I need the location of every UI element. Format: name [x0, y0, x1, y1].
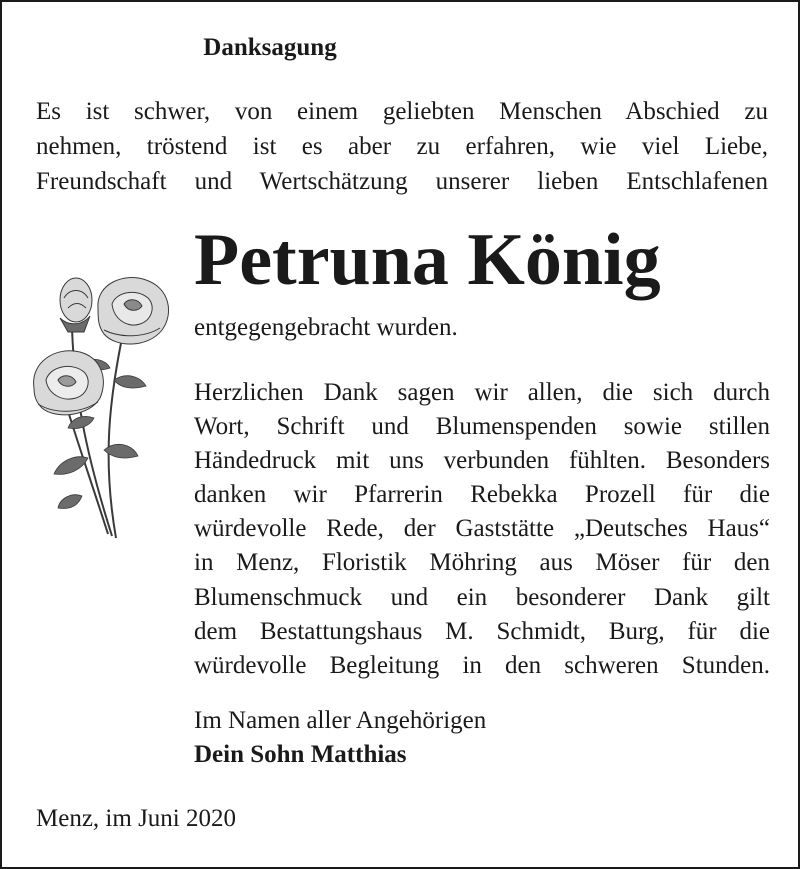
- signer-name: Dein Sohn Matthias: [194, 741, 407, 768]
- notice-heading: Danksagung: [203, 34, 337, 61]
- thanks-line: Wort, Schrift und Blumenspenden sowie stillen: [194, 413, 770, 441]
- thanks-line: Blumenschmuck und ein besonderer Dank gilt: [194, 583, 770, 611]
- name-continuation: entgegengebracht wurden.: [194, 314, 458, 341]
- thanks-line: danken wir Pfarrerin Rebekka Prozell für die: [194, 481, 770, 509]
- intro-line: Freundschaft und Wertschätzung unserer lieben Entschlafenen: [36, 168, 768, 195]
- thanks-line: würdevolle Begleitung in den schweren Stunden.: [194, 651, 770, 679]
- place-date: Menz, im Juni 2020: [36, 805, 236, 832]
- roses-illustration-icon: [24, 268, 184, 543]
- thanks-paragraph: [194, 376, 770, 683]
- signature-block: [194, 704, 486, 772]
- thanks-line: würdevolle Rede, der Gaststätte „Deutsches Haus“: [194, 515, 770, 543]
- thanks-line: Herzlichen Dank sagen wir allen, die sich durch: [194, 379, 770, 406]
- thanks-line: in Menz, Floristik Möhring aus Möser für den: [194, 549, 770, 577]
- intro-paragraph: [36, 94, 768, 199]
- deceased-name: Petruna König: [194, 219, 661, 301]
- on-behalf-line: Im Namen aller Angehörigen: [194, 707, 487, 734]
- thanks-line: Händedruck mit uns verbunden fühlten. Besonders: [194, 447, 770, 475]
- intro-line: nehmen, tröstend ist es aber zu erfahren, wie viel Liebe,: [36, 133, 768, 160]
- thanks-line: dem Bestattungshaus M. Schmidt, Burg, für die: [194, 617, 770, 645]
- intro-line: Es ist schwer, von einem geliebten Menschen Abschied zu: [36, 98, 768, 125]
